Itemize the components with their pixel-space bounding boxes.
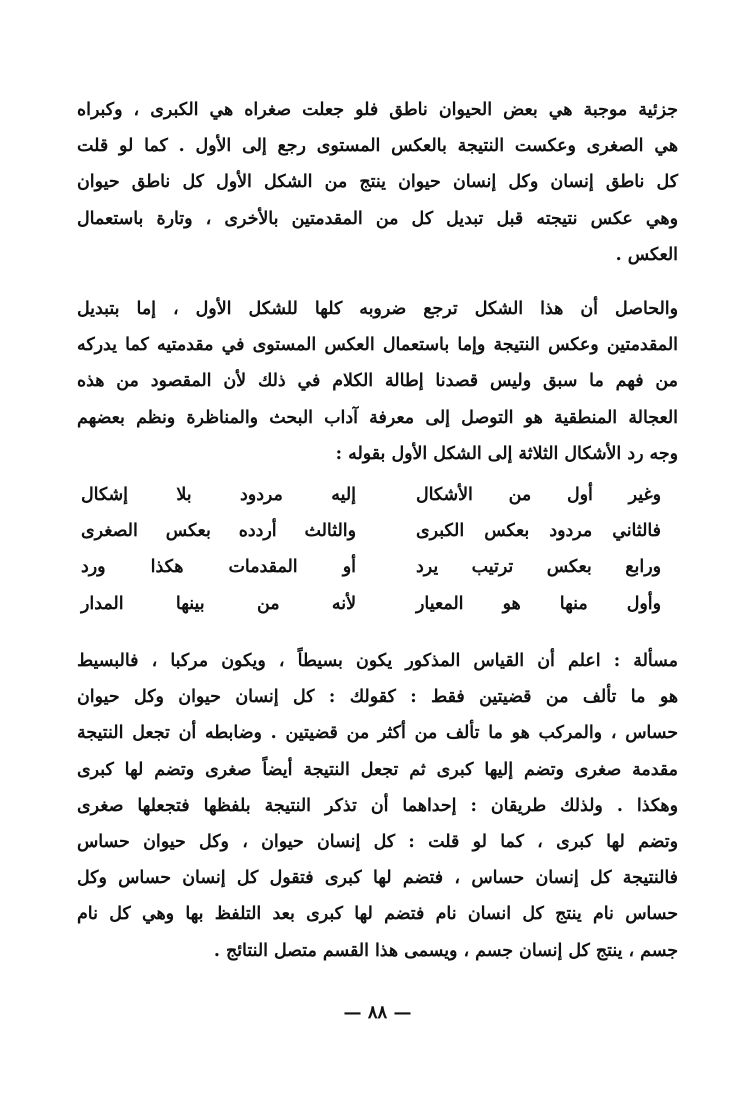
hemistich-first: فالثاني مردود بعكس الكبرى bbox=[416, 521, 661, 542]
paragraph-1 bbox=[77, 92, 678, 273]
text-line: والحاصل أن هذا الشكل ترجع ضروبه كلها للشكل الأول ، إما بتبديل bbox=[77, 299, 678, 319]
paragraph-2 bbox=[77, 291, 678, 472]
text-line: وجه رد الأشكال الثلاثة إلى الشكل الأول بقوله : bbox=[335, 443, 678, 464]
verse bbox=[81, 586, 661, 622]
poem-verses bbox=[81, 477, 661, 622]
text-line: المقدمتين وعكس النتيجة وإما باستعمال العكس المستوى في مقدمتيه كما يدركه bbox=[77, 335, 678, 356]
verse bbox=[81, 477, 661, 513]
hemistich-second: إليه مردود بلا إشكال bbox=[81, 485, 356, 505]
text-line: مقدمة صغرى وتضم إليها كبرى ثم تجعل النتيجة أيضاً صغرى وتضم لها كبرى bbox=[77, 759, 678, 780]
text-line: جسم ، ينتج كل إنسان جسم ، ويسمى هذا القسم متصل النتائج . bbox=[213, 940, 678, 961]
hemistich-first: ورابع بعكس ترتيب يرد bbox=[416, 557, 661, 578]
text-line: حساس نام ينتج كل انسان نام فتضم لها كبرى بعد التلفظ بها وهي كل نام bbox=[77, 904, 678, 925]
hemistich-first: وأول منها هو المعيار bbox=[416, 593, 661, 614]
text-line: من فهم ما سبق وليس قصدنا إطالة الكلام في ذلك لأن المقصود من هذه bbox=[77, 371, 678, 392]
text-line: جزئية موجبة هي بعض الحيوان ناطق فلو جعلت صغراه هي الكبرى ، وكبراه bbox=[77, 100, 678, 120]
hemistich-second: والثالث أردده بعكس الصغرى bbox=[81, 521, 356, 542]
hemistich-second: أو المقدمات هكذا ورد bbox=[81, 557, 356, 578]
hemistich-second: لأنه من بينها المدار bbox=[81, 593, 356, 614]
paragraph-3 bbox=[77, 643, 678, 969]
text-line: هي الصغرى وعكست النتيجة بالعكس المستوى رجع إلى الأول . كما لو قلت bbox=[77, 136, 678, 157]
text-line: وتضم لها كبرى ، كما لو قلت : كل إنسان حيوان ، وكل حيوان حساس bbox=[77, 831, 678, 852]
verse bbox=[81, 549, 661, 585]
text-line: كل ناطق إنسان وكل إنسان حيوان ينتج من الشكل الأول كل ناطق حيوان bbox=[77, 172, 678, 193]
text-line: حساس ، والمركب هو ما تألف من أكثر من قضيتين . وضابطه أن تجعل النتيجة bbox=[77, 723, 678, 744]
text-line: وهي عكس نتيجته قبل تبديل كل من المقدمتين بالأخرى ، وتارة باستعمال bbox=[77, 208, 678, 229]
text-line: فالنتيجة كل إنسان حساس ، فتضم لها كبرى فتقول كل إنسان حساس وكل bbox=[77, 868, 678, 889]
hemistich-first: وغير أول من الأشكال bbox=[416, 485, 661, 505]
text-line: مسألة : اعلم أن القياس المذكور يكون بسيطاً ، ويكون مركبا ، فالبسيط bbox=[77, 651, 678, 671]
text-line: وهكذا . ولذلك طريقان : إحداهما أن تذكر النتيجة بلفظها فتجعلها صغرى bbox=[77, 795, 678, 816]
text-line: العكس . bbox=[615, 244, 678, 265]
text-line: العجالة المنطقية هو التوصل إلى معرفة آداب البحث والمناظرة ونظم بعضهم bbox=[77, 407, 678, 428]
verse bbox=[81, 513, 661, 549]
page-number: — ٨٨ — bbox=[343, 1002, 412, 1023]
text-line: هو ما تألف من قضيتين فقط : كقولك : كل إنسان حيوان وكل حيوان bbox=[77, 687, 678, 708]
